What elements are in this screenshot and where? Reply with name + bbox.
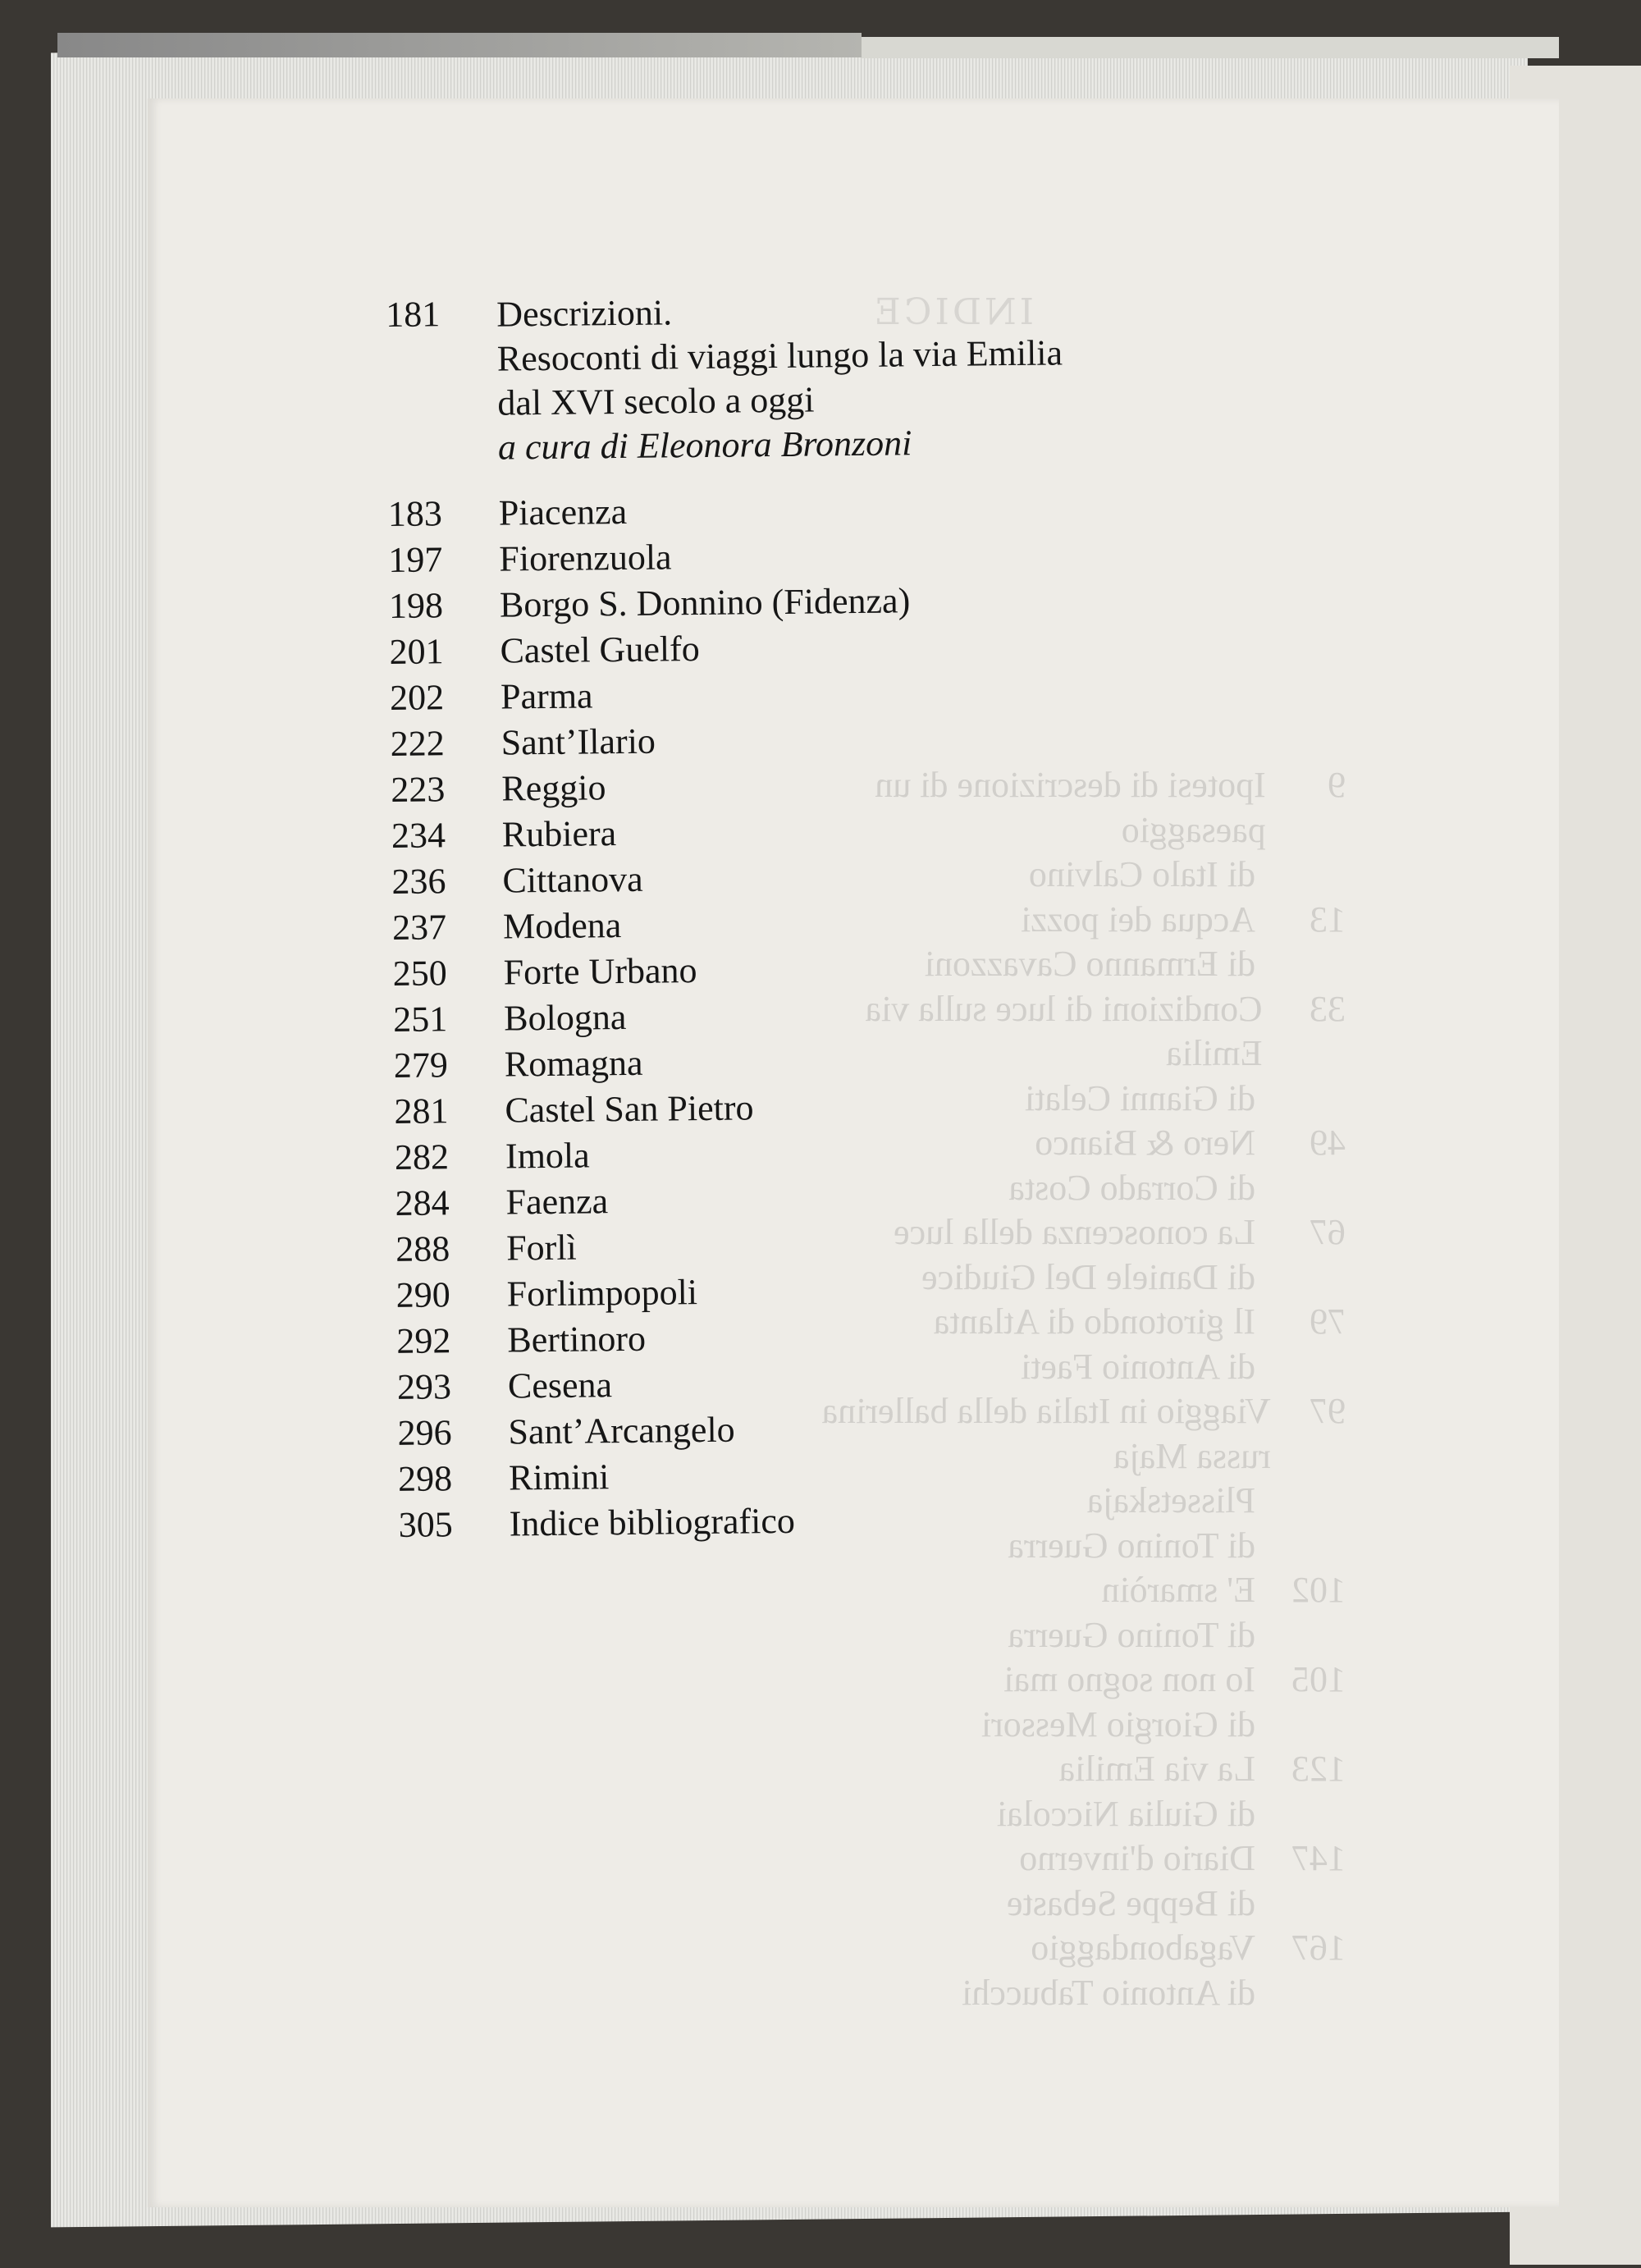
bleed-through-page: 13 xyxy=(1310,899,1346,940)
toc-page-number: 290 xyxy=(395,1274,451,1315)
toc-page-number: 222 xyxy=(390,723,445,764)
toc-page-number: 284 xyxy=(395,1182,450,1223)
toc-page-number: 237 xyxy=(391,907,447,948)
toc-entry-title: Reggio xyxy=(501,767,606,809)
bleed-through-page: 102 xyxy=(1291,1570,1346,1610)
bleed-through-line: Nero & Bianco xyxy=(1035,1123,1255,1163)
bleed-through-page: 67 xyxy=(1310,1212,1346,1252)
bleed-through-line: di Antonio Tabucchi xyxy=(962,1972,1255,2013)
toc-page-number: 201 xyxy=(389,631,444,672)
toc-entry-title: Forlimpopoli xyxy=(506,1272,698,1315)
toc-entry-title: Castel San Pietro xyxy=(505,1087,754,1131)
bleed-through-line: Acqua dei pozzi xyxy=(1021,899,1255,940)
bleed-through-page xyxy=(1288,1971,1346,2016)
bleed-through-row xyxy=(820,1836,1346,1882)
toc-page-number: 250 xyxy=(392,953,447,994)
bleed-through-line: di Tonino Guerra xyxy=(1008,1525,1255,1566)
toc-entry-title: Romagna xyxy=(504,1042,643,1085)
toc-entry-title: Forte Urbano xyxy=(503,950,697,993)
bleed-through-row xyxy=(820,1882,1346,1927)
toc-intro-editor: a cura di Eleonora Bronzoni xyxy=(497,423,912,468)
bleed-through-row xyxy=(820,1971,1346,2016)
toc-entry-list xyxy=(388,482,1301,1548)
bleed-through-line: di Ermanno Cavazzoni xyxy=(924,944,1255,984)
toc-entry-title: Indice bibliografico xyxy=(509,1500,796,1544)
bleed-through-line: Io non sogno mai xyxy=(1003,1659,1255,1699)
toc-page-number: 183 xyxy=(387,493,443,534)
toc-page-number: 281 xyxy=(394,1091,449,1132)
toc-intro-line: Descrizioni. xyxy=(496,292,673,335)
toc-entry-title: Sant’Arcangelo xyxy=(508,1409,735,1452)
toc-page-number: 305 xyxy=(398,1504,453,1545)
toc-page-number: 296 xyxy=(397,1412,452,1453)
bleed-through-title: INDICE xyxy=(871,291,1034,333)
bleed-through-line: Condizioni di luce sulla via Emilia xyxy=(865,988,1263,1073)
toc-entry-title: Borgo S. Donnino (Fidenza) xyxy=(499,580,911,625)
toc-entry-title: Faenza xyxy=(505,1181,609,1223)
toc-entry-title: Forlì xyxy=(505,1227,578,1269)
bleed-through-line: Viaggio in Italia della ballerina russa Maja xyxy=(821,1391,1271,1476)
toc-entry-title: Piacenza xyxy=(498,491,628,533)
book-top-edge-right xyxy=(862,37,1559,58)
book-top-edge xyxy=(57,33,862,57)
toc-page-number: 197 xyxy=(388,539,443,580)
bleed-through-page: 123 xyxy=(1291,1749,1346,1789)
toc-entry-title: Bologna xyxy=(503,996,627,1039)
toc-page-number: 223 xyxy=(391,769,446,810)
toc-page-number: 251 xyxy=(393,999,448,1040)
bleed-through-line: di Tonino Guerra xyxy=(1008,1614,1255,1655)
bleed-through-line: Plissetskaja xyxy=(1086,1480,1255,1520)
bleed-through-line: Diario d'inverno xyxy=(1019,1838,1255,1878)
bleed-through-page xyxy=(1288,1882,1346,1927)
toc-entry-title: Fiorenzuola xyxy=(499,537,672,579)
bleed-through-page: 33 xyxy=(1310,988,1346,1029)
toc-entry-title: Sant’Ilario xyxy=(501,720,656,763)
bleed-through-page: 97 xyxy=(1310,1391,1346,1431)
bleed-through-line: di Gianni Celati xyxy=(1024,1077,1255,1118)
toc-intro-entry xyxy=(386,284,1290,471)
bleed-through-page xyxy=(1288,1792,1346,1837)
toc-entry-title: Castel Guelfo xyxy=(500,629,700,671)
bleed-through-line: di Corrado Costa xyxy=(1008,1167,1255,1208)
toc-page-number: 293 xyxy=(396,1366,452,1407)
toc-page-number: 282 xyxy=(394,1136,450,1177)
bleed-through-page xyxy=(1288,942,1346,987)
bleed-through-line: di Daniele Del Giudice xyxy=(921,1256,1255,1297)
toc-entry-title: Modena xyxy=(502,905,622,947)
table-of-contents xyxy=(386,284,1301,1548)
toc-page-number: 234 xyxy=(391,815,446,856)
bleed-through-row xyxy=(820,1658,1346,1703)
bleed-through-page: 9 xyxy=(1328,765,1346,805)
bleed-through-page: 79 xyxy=(1310,1301,1346,1342)
bleed-through-page: 105 xyxy=(1291,1659,1346,1699)
bleed-through-row xyxy=(820,1747,1346,1792)
bleed-through-line: di Antonio Faeti xyxy=(1021,1346,1255,1387)
toc-page-number: 181 xyxy=(386,294,441,335)
toc-entry-title: Cesena xyxy=(507,1365,613,1406)
bleed-through-page xyxy=(1288,853,1346,898)
bleed-through-line: di Giorgio Messori xyxy=(980,1703,1255,1744)
bleed-through-row xyxy=(820,1568,1346,1613)
toc-intro-body xyxy=(496,284,1290,469)
bleed-through-line: Il girotondo di Atlanta xyxy=(933,1301,1255,1342)
toc-entry-title: Rimini xyxy=(508,1456,610,1498)
bleed-through-page xyxy=(1288,1703,1346,1748)
bleed-through-row xyxy=(820,1703,1346,1748)
toc-page-number: 279 xyxy=(393,1045,449,1086)
toc-entry-title: Imola xyxy=(505,1135,590,1177)
bleed-through-row xyxy=(820,1613,1346,1658)
bleed-through-line: di Giulia Niccolai xyxy=(996,1793,1255,1834)
bleed-through-line: La conoscenza della luce xyxy=(894,1212,1255,1252)
toc-entry xyxy=(398,1493,1301,1548)
bleed-through-line: E' smaròin xyxy=(1101,1570,1255,1610)
toc-page-number: 292 xyxy=(396,1320,451,1361)
toc-page-number: 198 xyxy=(388,585,444,626)
bleed-through-line: Ipotesi di descrizione di un paesaggio xyxy=(875,765,1266,850)
toc-page-number: 288 xyxy=(395,1228,450,1269)
bleed-through-line: Vagabondaggio xyxy=(1031,1927,1255,1968)
toc-intro-line: Resoconti di viaggi lungo la via Emilia xyxy=(496,332,1063,379)
toc-entry-title: Bertinoro xyxy=(507,1318,647,1360)
toc-entry-title: Rubiera xyxy=(501,813,617,855)
toc-entry-title: Parma xyxy=(500,675,593,717)
toc-page-number: 236 xyxy=(391,861,446,902)
bleed-through-page: 167 xyxy=(1291,1927,1346,1968)
bleed-through-page: 147 xyxy=(1291,1838,1346,1878)
bleed-through-line: di Beppe Sebaste xyxy=(1006,1882,1255,1923)
bleed-through-line: La via Emilia xyxy=(1058,1749,1255,1789)
toc-intro-line: dal XVI secolo a oggi xyxy=(497,379,815,423)
bleed-through-row xyxy=(820,1792,1346,1837)
bleed-through-page: 49 xyxy=(1310,1123,1346,1163)
toc-page-number: 202 xyxy=(389,677,445,718)
toc-page-number: 298 xyxy=(397,1458,453,1499)
bleed-through-page xyxy=(1288,1613,1346,1658)
bleed-through-line: di Italo Calvino xyxy=(1028,854,1255,894)
toc-entry-title: Cittanova xyxy=(502,858,643,901)
bleed-through-row xyxy=(820,1926,1346,1971)
